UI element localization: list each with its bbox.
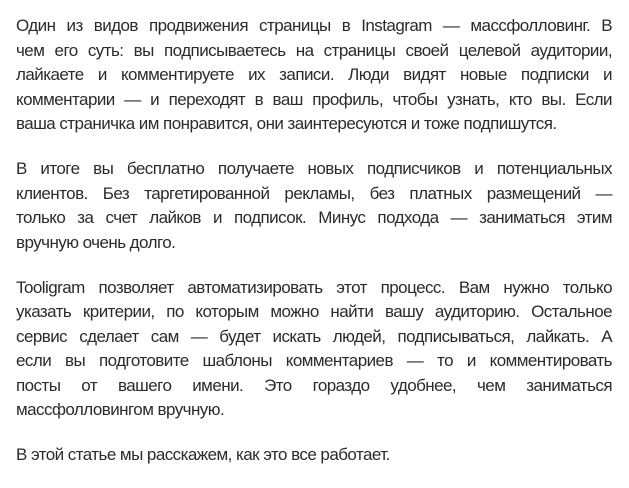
- text-line: комментарии — и переходят в ваш профиль, чтобы узнать, кто вы. Если: [16, 89, 612, 109]
- paragraph-intro: [16, 14, 612, 137]
- text-line: Tooligram позволяет автоматизировать этот процесс. Вам нужно только: [16, 277, 612, 297]
- text-line: массфолловингом вручную.: [16, 400, 225, 419]
- text-line: указать критерии, по которым можно найти вашу аудиторию. Остальное: [16, 302, 612, 321]
- text-line: лайкаете и комментируете их записи. Люди видят новые подписки и: [16, 65, 612, 84]
- paragraph-result: [16, 157, 612, 255]
- article-body: [16, 14, 612, 488]
- text-line: ваша страничка им понравится, они заинтересуются и тоже подпишутся.: [16, 114, 557, 133]
- paragraph-tooligram: [16, 276, 612, 423]
- text-line: сервис сделает сам — будет искать людей, подписываться, лайкать. А: [16, 326, 612, 346]
- text-line: посты от вашего имени. Это гораздо удобнее, чем заниматься: [16, 375, 612, 395]
- text-line: если вы подготовите шаблоны комментариев — то и комментировать: [16, 351, 612, 370]
- text-line: В итоге вы бесплатно получаете новых подписчиков и потенциальных: [16, 159, 612, 178]
- text-line: чем его суть: вы подписываетесь на страницы своей целевой аудитории,: [16, 40, 612, 60]
- text-line: клиентов. Без таргетированной рекламы, без платных размещений —: [16, 183, 612, 203]
- text-line: вручную очень долго.: [16, 232, 176, 252]
- text-line: Один из видов продвижения страницы в Instagram — массфолловинг. В: [16, 16, 612, 35]
- text-line: В этой статье мы расскажем, как это все работает.: [16, 445, 390, 464]
- text-line: только за счет лайков и подписок. Минус подхода — заниматься этим: [16, 208, 612, 227]
- paragraph-outro: [16, 443, 612, 468]
